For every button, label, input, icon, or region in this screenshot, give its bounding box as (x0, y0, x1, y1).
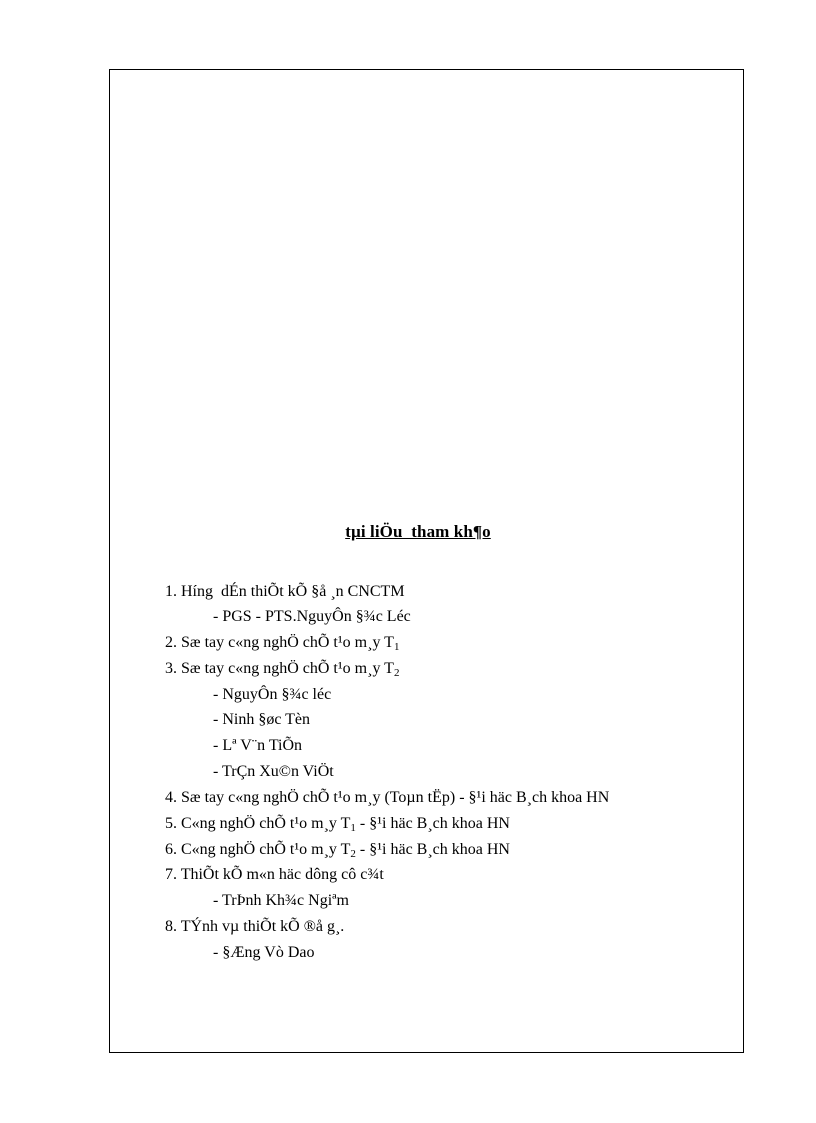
reference-item (165, 788, 609, 808)
reference-author (213, 891, 349, 911)
page-border (109, 69, 744, 1053)
reference-text: - PGS - PTS.NguyÔn §¾c Léc (213, 608, 411, 625)
reference-item (165, 814, 510, 834)
reference-author (213, 736, 302, 756)
reference-text: 4. Sæ tay c«ng nghÖ chÕ t¹o m¸y (Toµn tËp) - §¹i häc B¸ch khoa HN (165, 789, 610, 806)
reference-item (165, 659, 399, 679)
reference-text: - TrÇn Xu©n ViÖt (213, 763, 334, 780)
volume-subscript: 2 (350, 848, 356, 860)
reference-text: 7. ThiÕt kÕ m«n häc dông cô c¾t (165, 866, 384, 883)
reference-publisher: - §¹i häc B¸ch khoa HN (355, 815, 510, 832)
reference-text: 1. Híng dÉn thiÕt kÕ §å ¸n CNCTM (165, 583, 405, 600)
reference-item (165, 840, 510, 860)
reference-author (213, 710, 310, 730)
reference-text: - NguyÔn §¾c léc (213, 686, 332, 703)
reference-text: - TrÞnh Kh¾c Ngiªm (213, 892, 349, 909)
reference-author (213, 762, 334, 782)
reference-item (165, 582, 405, 602)
volume-subscript: 1 (393, 641, 400, 653)
volume-subscript: 1 (350, 822, 356, 834)
reference-author (213, 607, 411, 627)
reference-item (165, 865, 384, 885)
reference-item (165, 917, 344, 937)
reference-author (213, 943, 314, 963)
reference-author (213, 685, 331, 705)
reference-text: 3. Sæ tay c«ng nghÖ chÕ t¹o m¸y T (165, 660, 394, 677)
reference-text: 6. C«ng nghÖ chÕ t¹o m¸y T (165, 841, 351, 858)
page-title: tµi liÖu tham kh¶o (345, 522, 491, 541)
volume-subscript: 2 (393, 667, 400, 679)
reference-text: - §Æng Vò Dao (213, 944, 315, 961)
reference-text: 2. Sæ tay c«ng nghÖ chÕ t¹o m¸y T (165, 634, 394, 651)
reference-text: 5. C«ng nghÖ chÕ t¹o m¸y T (165, 815, 351, 832)
reference-publisher: - §¹i häc B¸ch khoa HN (355, 841, 510, 858)
reference-text: - Ninh §øc Tèn (213, 711, 311, 728)
reference-item (165, 633, 399, 653)
reference-text: - Lª V¨n TiÕn (213, 737, 303, 754)
reference-text: 8. TÝnh vµ thiÕt kÕ ®å g¸. (165, 918, 345, 935)
